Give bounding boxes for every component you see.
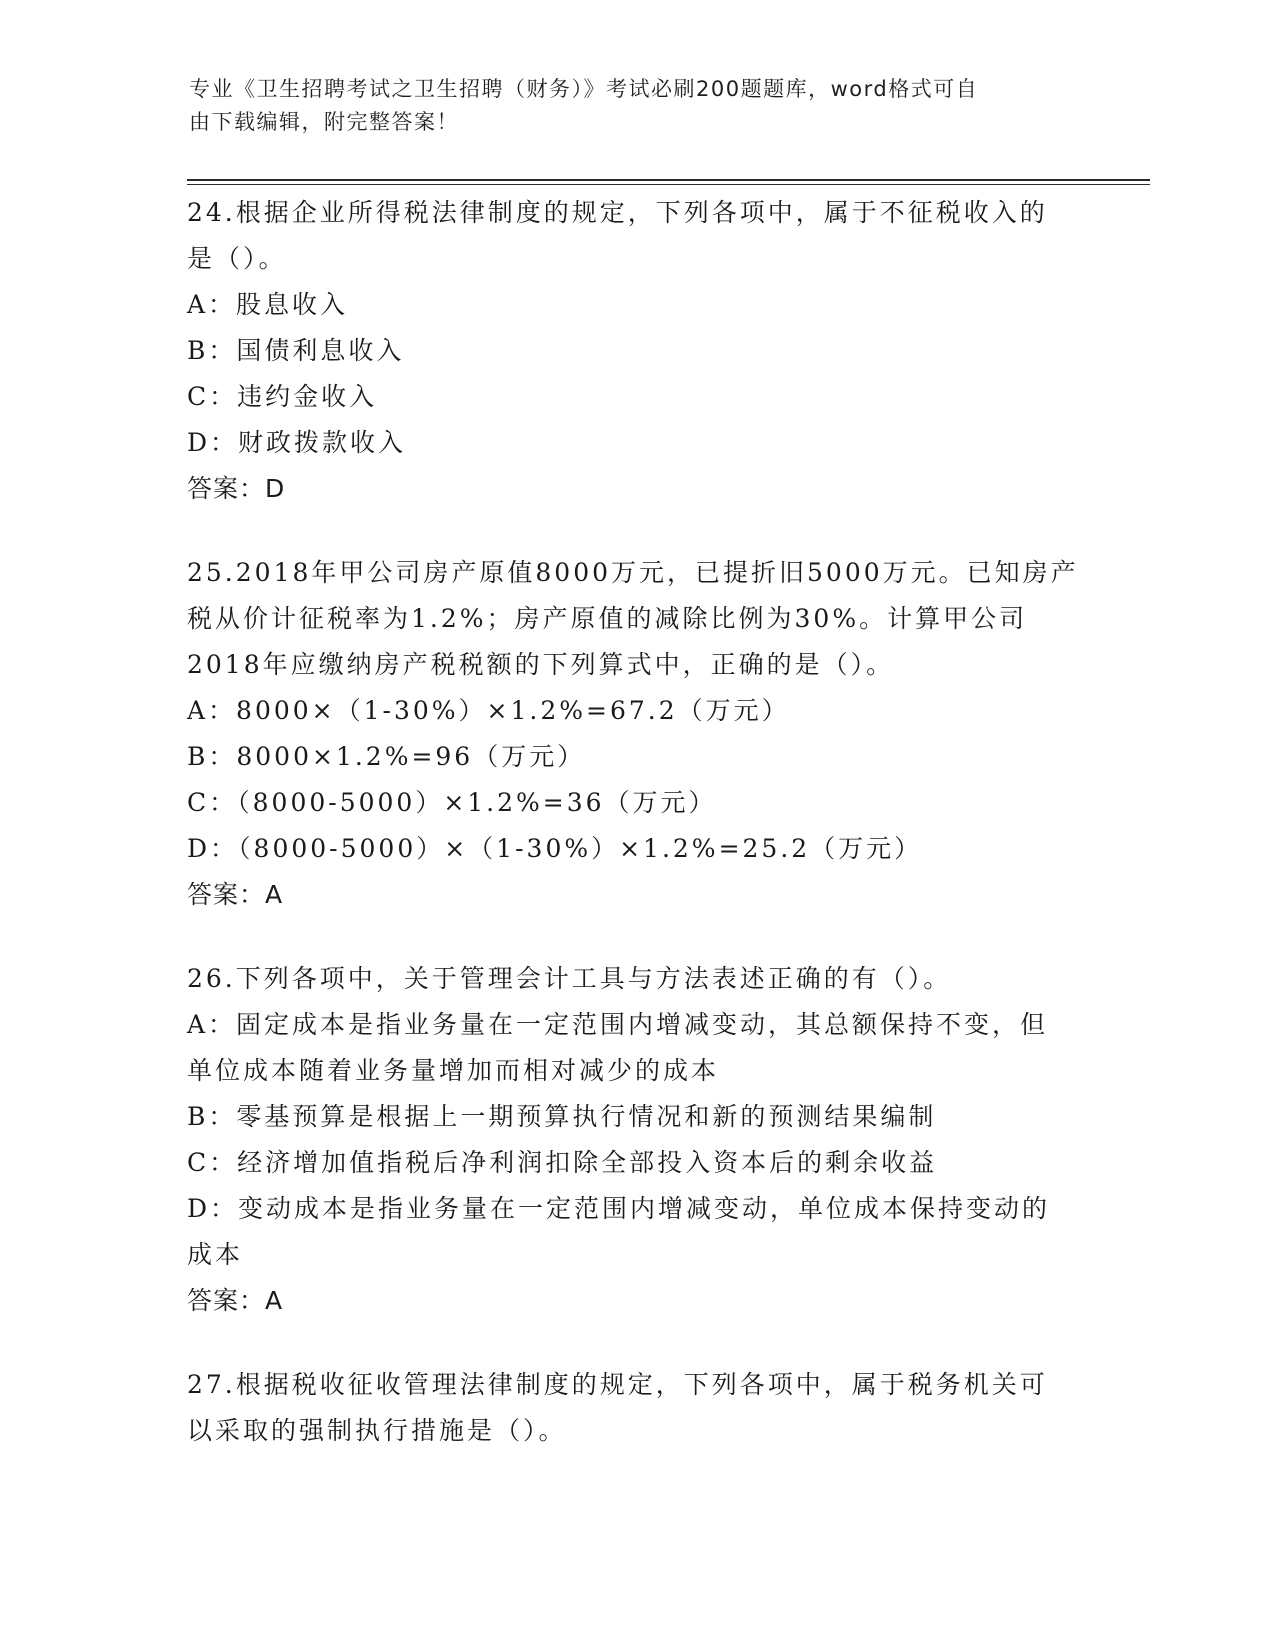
option-a: A：8000×（1-30%）×1.2%=67.2（万元） [187, 696, 790, 725]
question-stem-line: 24.根据企业所得税法律制度的规定，下列各项中，属于不征税收入的 [187, 198, 1048, 227]
option-d: D：变动成本是指业务量在一定范围内增减变动，单位成本保持变动的 [187, 1194, 1051, 1223]
option-c: C：违约金收入 [187, 382, 378, 411]
question-27 [187, 1362, 1087, 1454]
option-d-continued: 成本 [187, 1240, 244, 1269]
answer-label: 答案：A [187, 880, 284, 909]
option-a: A：固定成本是指业务量在一定范围内增减变动，其总额保持不变，但 [187, 1010, 1049, 1039]
question-stem-line: 27.根据税收征收管理法律制度的规定，下列各项中，属于税务机关可 [187, 1370, 1048, 1399]
option-b: B：零基预算是根据上一期预算执行情况和新的预测结果编制 [187, 1102, 937, 1131]
option-d: D：（8000-5000）×（1-30%）×1.2%=25.2（万元） [187, 834, 923, 863]
option-b: B：国债利息收入 [187, 336, 405, 365]
header-divider-thin [187, 184, 1150, 185]
question-list [187, 190, 1087, 1492]
option-a: A：股息收入 [187, 290, 349, 319]
option-c: C：经济增加值指税后净利润扣除全部投入资本后的剩余收益 [187, 1148, 938, 1177]
document-header [189, 73, 1089, 139]
question-stem-line: 税从价计征税率为1.2%；房产原值的减除比例为30%。计算甲公司 [187, 604, 1028, 633]
question-stem-line: 以采取的强制执行措施是（）。 [187, 1416, 567, 1445]
header-line-1: 专业《卫生招聘考试之卫生招聘（财务）》考试必刷200题题库，word格式可自 [189, 77, 979, 101]
question-24 [187, 190, 1087, 512]
header-line-2: 由下载编辑，附完整答案！ [189, 110, 459, 134]
question-stem-line: 25.2018年甲公司房产原值8000万元，已提折旧5000万元。已知房产 [187, 558, 1079, 587]
answer-label: 答案：A [187, 1286, 284, 1315]
question-stem-line: 26.下列各项中，关于管理会计工具与方法表述正确的有（）。 [187, 964, 952, 993]
question-stem-line: 2018年应缴纳房产税税额的下列算式中，正确的是（）。 [187, 650, 895, 679]
option-c: C：（8000-5000）×1.2%=36（万元） [187, 788, 717, 817]
option-b: B：8000×1.2%=96（万元） [187, 742, 586, 771]
question-stem-line: 是（）。 [187, 244, 287, 273]
answer-label: 答案：D [187, 474, 286, 503]
question-26 [187, 956, 1087, 1324]
option-d: D：财政拨款收入 [187, 428, 407, 457]
header-divider-thick [187, 179, 1150, 181]
question-25 [187, 550, 1087, 918]
option-a-continued: 单位成本随着业务量增加而相对减少的成本 [187, 1056, 720, 1085]
